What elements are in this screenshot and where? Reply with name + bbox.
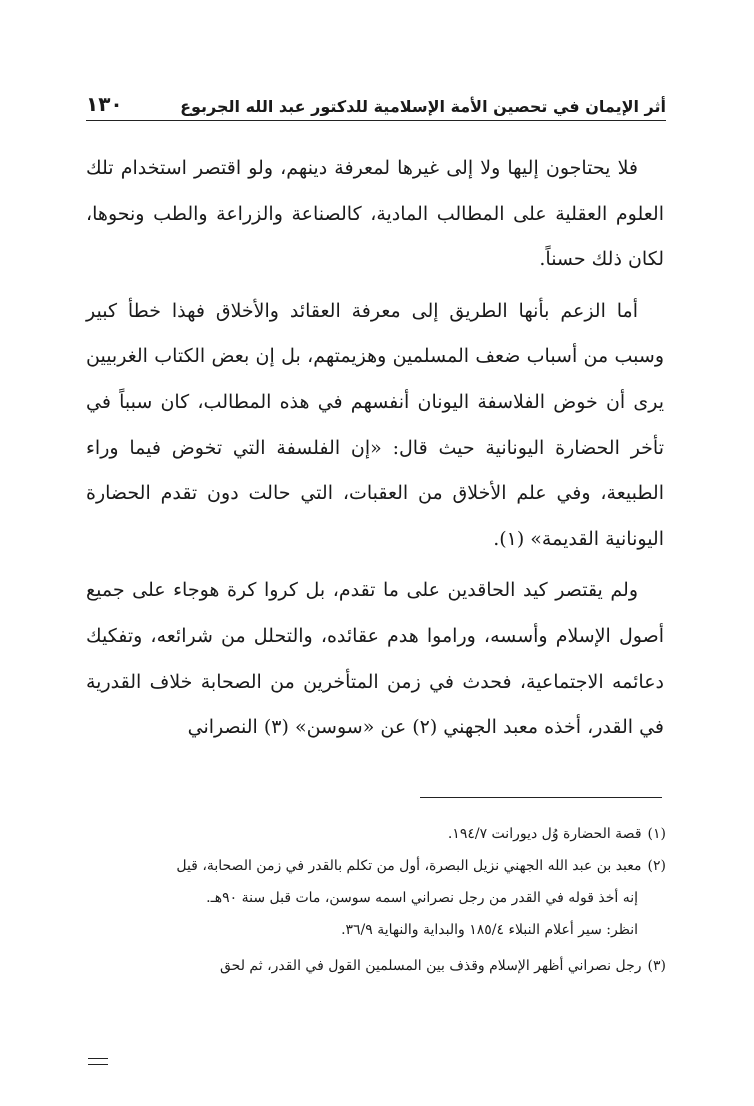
footnote-divider [420, 797, 662, 798]
footnote-2-text: معبد بن عبد الله الجهني نزيل البصرة، أول من تكلم بالقدر في زمن الصحابة، قيل [176, 858, 642, 874]
page-number: ١٣٠ [86, 92, 123, 116]
paragraph-2: أما الزعم بأنها الطريق إلى معرفة العقائد والأخلاق فهذا خطأ كبير وسبب من أسباب ضعف المسلمين وهزيمتهم، بل إن بعض الكتاب الغربيين يرى أن خوض الفلاسفة اليونان أنفسهم في هذه المطالب، كان سبباً في تأخر الحضارة اليونانية حيث قال: «إن الفلسفة التي تخوض فيما وراء الطبيعة، وفي علم الأخلاق من العقبات، التي حالت دون تقدم الحضارة اليونانية القديمة» (١). [86, 299, 664, 550]
paragraph-1: فلا يحتاجون إليها ولا إلى غيرها لمعرفة دينهم، ولو اقتصر استخدام تلك العلوم العقلية على المطالب المادية، كالصناعة والزراعة والطب ونحوها، لكان ذلك حسناً. [86, 157, 664, 271]
footnote-3 [86, 950, 666, 982]
footnote-1-number: (١) [647, 826, 666, 842]
footnote-2-reference: انظر: سير أعلام النبلاء ١٨٥/٤ والبداية والنهاية ٣٦/٩. [341, 922, 638, 938]
footnote-2-number: (٢) [647, 858, 666, 874]
continuation-mark [88, 1058, 108, 1068]
footnote-3-text: رجل نصراني أظهر الإسلام وقذف بين المسلمين القول في القدر، ثم لحق [220, 958, 642, 974]
footnote-1 [86, 818, 666, 850]
footnote-3-number: (٣) [647, 958, 666, 974]
footnote-2 [86, 850, 666, 882]
footnote-1-text: قصة الحضارة وُل ديورانت ١٩٤/٧. [447, 826, 642, 842]
continuation-bar-top [88, 1058, 108, 1059]
continuation-bar-bottom [88, 1064, 108, 1065]
main-text [86, 146, 664, 751]
footnote-2-continuation: إنه أخذ قوله في القدر من رجل نصراني اسمه سوسن، مات قبل سنة ٩٠هـ. [206, 890, 638, 906]
header-divider [86, 120, 666, 121]
footnotes [86, 818, 666, 982]
header-title: أثر الإيمان في تحصين الأمة الإسلامية للدكتور عبد الله الجربوع [180, 97, 666, 116]
paragraph-3: ولم يقتصر كيد الحاقدين على ما تقدم، بل كروا كرة هوجاء على جميع أصول الإسلام وأسسه، وراموا هدم عقائده، والتحلل من شرائعه، وتفكيك دعائمه الاجتماعية، فحدث في زمن المتأخرين من الصحابة خلاف القدرية في القدر، أخذه معبد الجهني (٢) عن «سوسن» (٣) النصراني [86, 579, 664, 739]
running-header [86, 84, 666, 116]
